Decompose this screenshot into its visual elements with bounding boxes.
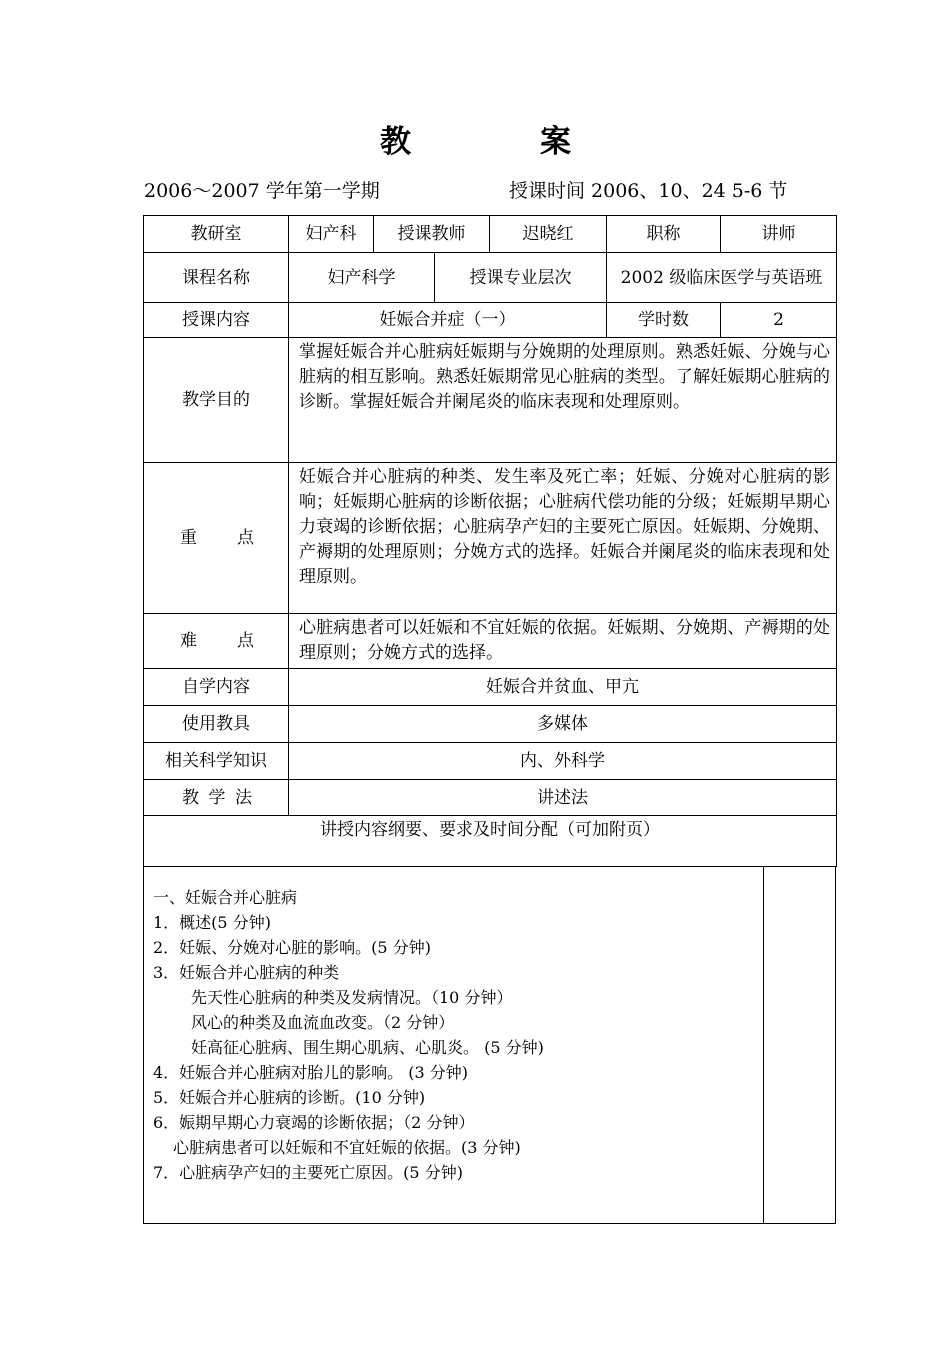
outline-item: 1．概述(5 分钟)	[153, 913, 271, 932]
outline-item: 心脏病患者可以妊娠和不宜妊娠的依据。(3 分钟)	[173, 1138, 521, 1157]
teaching-method-label	[144, 780, 289, 816]
key-points-label	[144, 463, 289, 614]
key-label-1: 重	[180, 528, 197, 548]
outline-item: 风心的种类及血流血改变。（2 分钟）	[191, 1013, 455, 1032]
rank-label: 职称	[607, 216, 721, 253]
course-value: 妇产科学	[289, 253, 435, 303]
key-points-text: 妊娠合并心脏病的种类、发生率及死亡率；妊娠、分娩对心脏病的影响；妊娠期心脏病的诊断依据；心脏病代偿功能的分级；妊娠期早期心力衰竭的诊断依据；心脏病孕产妇的主要死亡原因。妊娠期、分娩期、产褥期的处理原则；分娩方式的选择。妊娠合并阑尾炎的临床表现和处理原则。	[289, 463, 837, 614]
teaching-method-value: 讲述法	[289, 780, 837, 816]
outline-list	[153, 885, 753, 1185]
outline-divider	[763, 867, 764, 1223]
outline-item: 6．娠期早期心力衰竭的诊断依据；（2 分钟）	[153, 1113, 475, 1132]
lesson-plan-table	[143, 215, 837, 867]
method-label-2: 学	[208, 787, 226, 808]
outline-item: 先天性心脏病的种类及发病情况。（10 分钟）	[191, 988, 513, 1007]
self-study-value: 妊娠合并贫血、甲亢	[289, 669, 837, 706]
title-char-1: 教	[380, 124, 411, 160]
major-value: 2002 级临床医学与英语班	[607, 253, 837, 303]
header-info	[144, 178, 844, 206]
goal-label: 教学目的	[144, 338, 289, 463]
teaching-time: 授课时间 2006、10、24 5-6 节	[509, 180, 788, 202]
outline-item: 一、妊娠合并心脏病	[153, 888, 298, 907]
tools-label: 使用教具	[144, 706, 289, 743]
dept-label: 教研室	[144, 216, 289, 253]
related-knowledge-value: 内、外科学	[289, 743, 837, 780]
hours-label: 学时数	[607, 303, 721, 338]
content-label: 授课内容	[144, 303, 289, 338]
major-label: 授课专业层次	[435, 253, 607, 303]
outline-item: 3．妊娠合并心脏病的种类	[153, 963, 340, 982]
teacher-value: 迟晓红	[490, 216, 607, 253]
outline-item: 5．妊娠合并心脏病的诊断。(10 分钟)	[153, 1088, 426, 1107]
method-label-1: 教	[182, 787, 199, 808]
outline-section	[143, 867, 836, 1224]
rank-value: 讲师	[721, 216, 837, 253]
difficult-points-label	[144, 614, 289, 669]
course-label: 课程名称	[144, 253, 289, 303]
outline-item: 妊高征心脏病、围生期心肌病、心肌炎。 (5 分钟)	[191, 1038, 544, 1057]
difficult-points-text: 心脏病患者可以妊娠和不宜妊娠的依据。妊娠期、分娩期、产褥期的处理原则；分娩方式的选择。	[289, 614, 837, 669]
tools-value: 多媒体	[289, 706, 837, 743]
dept-value: 妇产科	[289, 216, 374, 253]
teacher-label: 授课教师	[374, 216, 490, 253]
self-study-label: 自学内容	[144, 669, 289, 706]
outline-item: 4．妊娠合并心脏病对胎儿的影响。 (3 分钟)	[153, 1063, 469, 1082]
outline-item: 7．心脏病孕产妇的主要死亡原因。(5 分钟)	[153, 1163, 463, 1182]
outline-header: 讲授内容纲要、要求及时间分配（可加附页）	[144, 816, 837, 867]
hours-value: 2	[721, 303, 837, 338]
goal-text: 掌握妊娠合并心脏病妊娠期与分娩期的处理原则。熟悉妊娠、分娩与心脏病的相互影响。熟悉妊娠期常见心脏病的类型。了解妊娠期心脏病的诊断。掌握妊娠合并阑尾炎的临床表现和处理原则。	[289, 338, 837, 463]
related-knowledge-label: 相关科学知识	[144, 743, 289, 780]
hard-label-2: 点	[237, 631, 254, 651]
key-label-2: 点	[237, 528, 254, 548]
method-label-3: 法	[235, 787, 252, 808]
hard-label-1: 难	[180, 631, 197, 651]
title-char-2: 案	[540, 124, 571, 160]
document-title	[0, 122, 952, 166]
content-value: 妊娠合并症（一）	[289, 303, 607, 338]
outline-item: 2．妊娠、分娩对心脏的影响。(5 分钟)	[153, 938, 431, 957]
academic-term: 2006～2007 学年第一学期	[144, 180, 380, 202]
